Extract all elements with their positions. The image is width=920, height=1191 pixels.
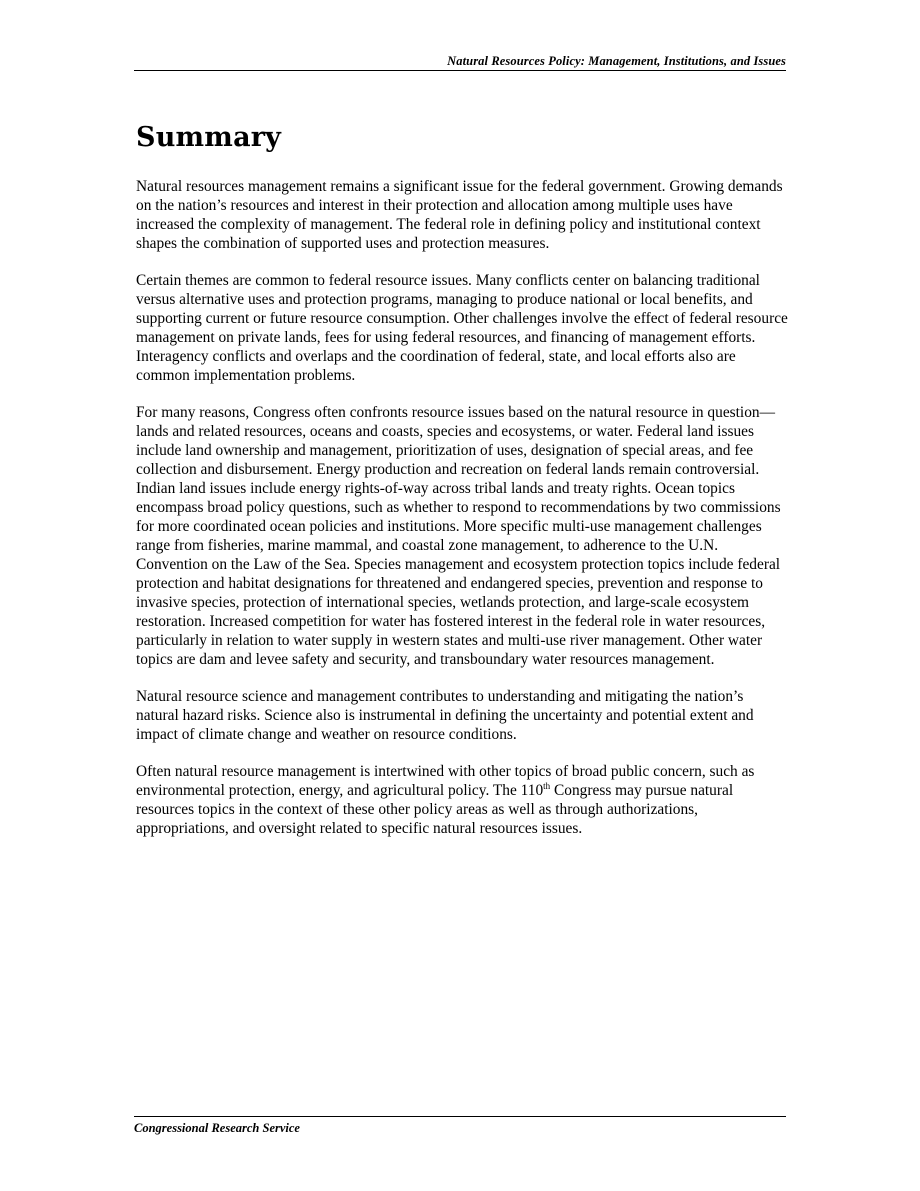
paragraph-text: Often natural resource management is intertwined with other topics of broad public concern, such as environmental protection, energy, and agricultural policy. The 110 (136, 763, 755, 799)
ordinal-superscript: th (543, 781, 551, 791)
paragraph (136, 762, 788, 838)
running-footer: Congressional Research Service (134, 1116, 786, 1136)
summary-body (136, 177, 788, 856)
paragraph: Certain themes are common to federal resource issues. Many conflicts center on balancing traditional versus alternative uses and protection programs, managing to produce national or local benefits, and supporting current or future resource consumption. Other challenges involve the effect of federal resource management on private lands, fees for using federal resources, and financing of management efforts. Interagency conflicts and overlaps and the coordination of federal, state, and local efforts also are common implementation problems. (136, 272, 788, 384)
paragraph-text: Congress may pursue natural resources topics in the context of these other policy areas as well as through authorizations, appropriations, and oversight related to specific natural resources issues. (136, 782, 734, 837)
running-header: Natural Resources Policy: Management, Institutions, and Issues (134, 54, 786, 71)
paragraph: For many reasons, Congress often confronts resource issues based on the natural resource in question—lands and related resources, oceans and coasts, species and ecosystems, or water. Federal land issues include land ownership and management, prioritization of uses, designation of special areas, and fee collection and disbursement. Energy production and recreation on federal lands remain controversial. Indian land issues include energy rights-of-way across tribal lands and treaty rights. Ocean topics encompass broad policy questions, such as whether to respond to recommendations by two commissions for more coordinated ocean policies and institutions. More specific multi-use management challenges range from fisheries, marine mammal, and coastal zone management, to adherence to the U.N. Convention on the Law of the Sea. Species management and ecosystem protection topics include federal protection and habitat designations for threatened and endangered species, prevention and response to invasive species, protection of international species, wetlands protection, and large-scale ecosystem restoration. Increased competition for water has fostered interest in the federal role in water resources, particularly in relation to water supply in western states and multi-use river management. Other water topics are dam and levee safety and security, and transboundary water resources management. (136, 404, 781, 668)
page-title: Summary (136, 122, 282, 153)
paragraph: Natural resources management remains a significant issue for the federal government. Growing demands on the nation’s resources and interest in their protection and allocation among multiple uses have increased the complexity of management. The federal role in defining policy and institutional context shapes the combination of supported uses and protection measures. (136, 178, 783, 252)
paragraph: Natural resource science and management contributes to understanding and mitigating the nation’s natural hazard risks. Science also is instrumental in defining the uncertainty and potential extent and impact of climate change and weather on resource conditions. (136, 688, 754, 743)
